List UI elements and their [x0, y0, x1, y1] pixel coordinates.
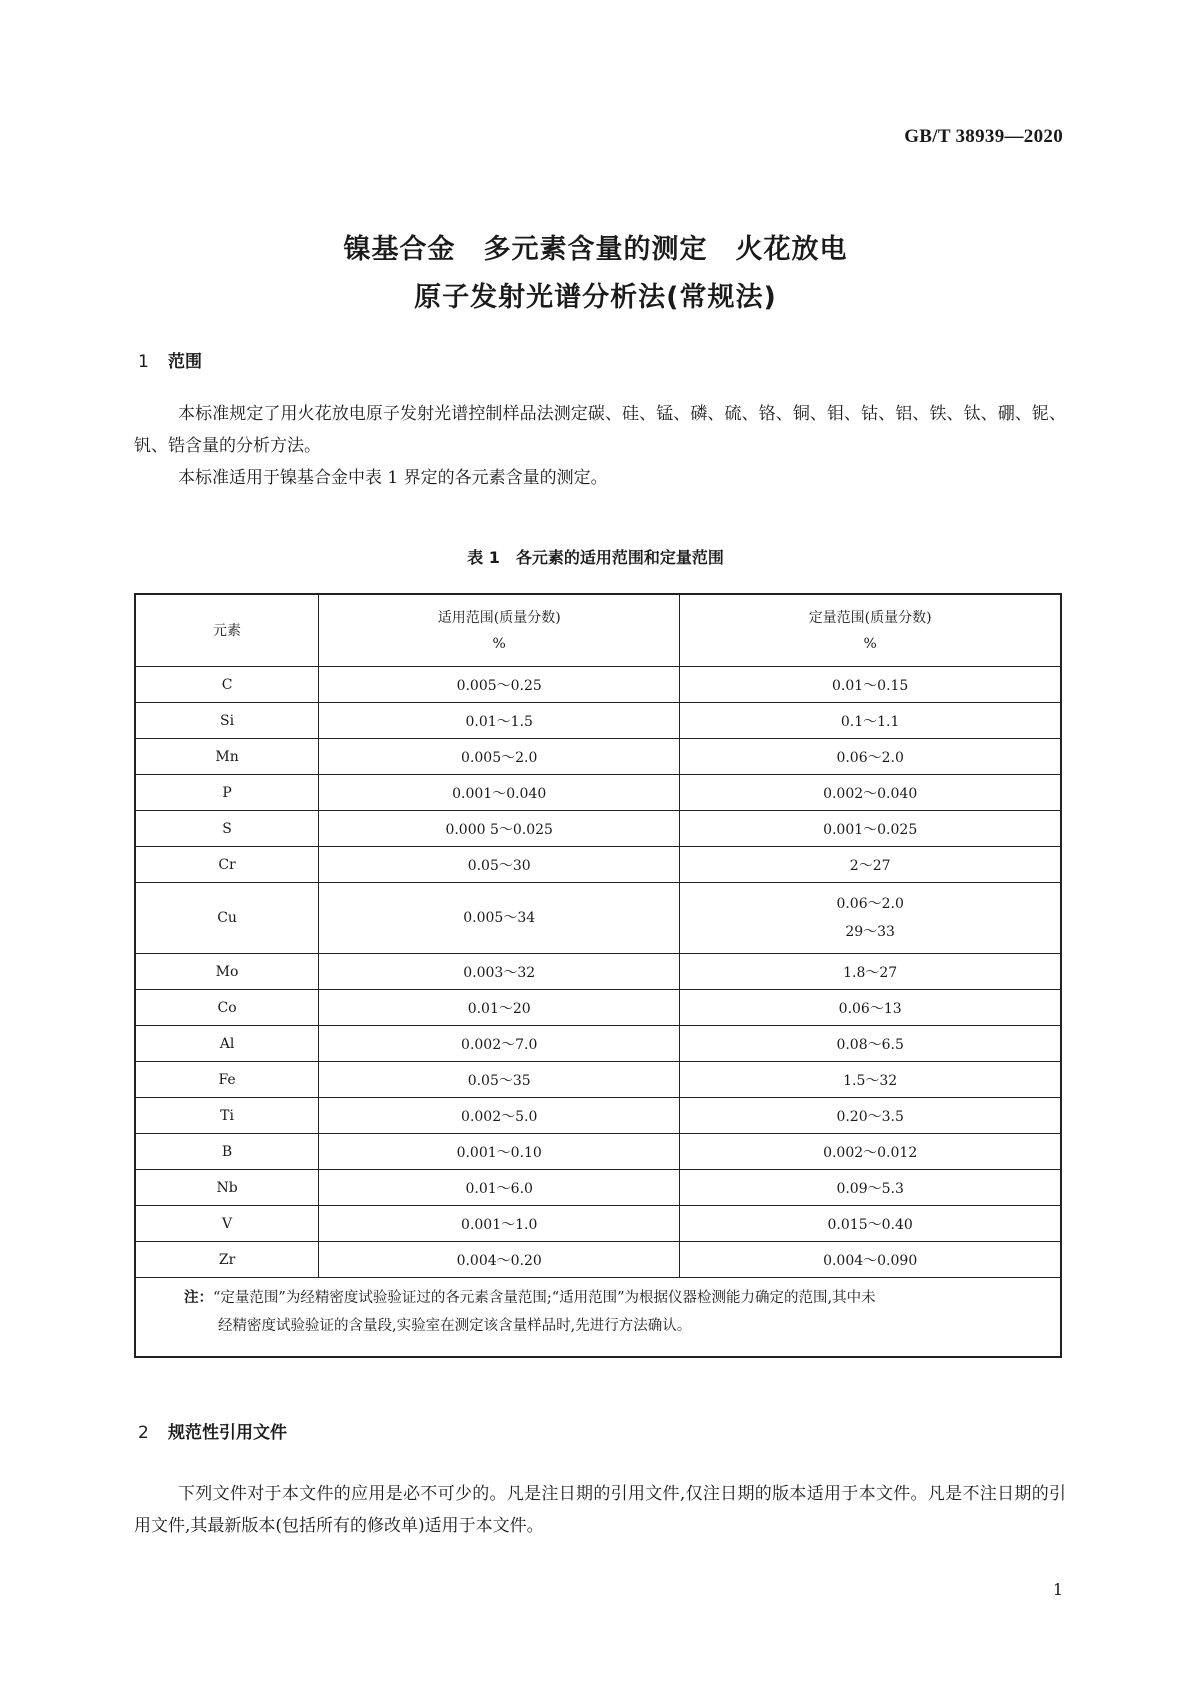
cell-applicable: 0.01～20 — [319, 990, 680, 1026]
section-2-paragraph-1: 下列文件对于本文件的应用是必不可少的。凡是注日期的引用文件,仅注日期的版本适用于本文件。凡是不注日期的引用文件,其最新版本(包括所有的修改单)适用于本文件。 — [134, 1484, 1066, 1536]
cell-element: Mn — [135, 739, 319, 775]
section-1-heading — [138, 347, 202, 372]
cell-applicable: 0.005～2.0 — [319, 739, 680, 775]
table-row — [135, 990, 1061, 1026]
cell-quantitative: 0.06～2.0 — [680, 739, 1061, 775]
cell-element: Cr — [135, 847, 319, 883]
cell-quantitative: 0.1～1.1 — [680, 703, 1061, 739]
section-2-number: 2 — [138, 1423, 149, 1443]
cell-applicable: 0.001～0.040 — [319, 775, 680, 811]
cell-applicable: 0.001～0.10 — [319, 1134, 680, 1170]
table-row — [135, 954, 1061, 990]
note-label: 注： — [184, 1290, 213, 1306]
title-line-1: 镍基合金 多元素含量的测定 火花放电 — [343, 234, 848, 265]
table-row — [135, 667, 1061, 703]
cell-quantitative: 0.20～3.5 — [680, 1098, 1061, 1134]
table-row — [135, 1134, 1061, 1170]
table-row — [135, 703, 1061, 739]
cell-quantitative: 0.015～0.40 — [680, 1206, 1061, 1242]
header-quantitative-range — [680, 594, 1061, 667]
cell-applicable: 0.003～32 — [319, 954, 680, 990]
cell-applicable: 0.05～35 — [319, 1062, 680, 1098]
table-row — [135, 1098, 1061, 1134]
cell-quantitative: 1.8～27 — [680, 954, 1061, 990]
cell-applicable: 0.002～7.0 — [319, 1026, 680, 1062]
header-applicable-label: 适用范围(质量分数) — [437, 609, 561, 626]
cell-quantitative: 0.002～0.040 — [680, 775, 1061, 811]
cell-applicable: 0.01～1.5 — [319, 703, 680, 739]
table-row — [135, 883, 1061, 954]
cell-quantitative: 0.08～6.5 — [680, 1026, 1061, 1062]
cell-element: V — [135, 1206, 319, 1242]
section-2-heading — [138, 1418, 287, 1443]
cell-quantitative: 0.002～0.012 — [680, 1134, 1061, 1170]
table-row — [135, 1170, 1061, 1206]
table-row — [135, 1026, 1061, 1062]
cell-element: C — [135, 667, 319, 703]
cell-applicable: 0.005～34 — [319, 883, 680, 954]
document-title — [0, 226, 1191, 322]
cell-quantitative-line-1: 0.06～2.0 — [836, 896, 904, 912]
cell-applicable: 0.005～0.25 — [319, 667, 680, 703]
table-row — [135, 1062, 1061, 1098]
title-line-2: 原子发射光谱分析法(常规法) — [414, 282, 777, 313]
table-row — [135, 1206, 1061, 1242]
cell-applicable: 0.001～1.0 — [319, 1206, 680, 1242]
cell-element: Cu — [135, 883, 319, 954]
header-quantitative-label: 定量范围(质量分数) — [808, 609, 932, 626]
table-row — [135, 847, 1061, 883]
cell-applicable: 0.004～0.20 — [319, 1242, 680, 1278]
note-line-1: “定量范围”为经精密度试验验证过的各元素含量范围;“适用范围”为根据仪器检测能力确定的范围,其中未 — [213, 1290, 876, 1306]
cell-quantitative: 0.01～0.15 — [680, 667, 1061, 703]
section-1-paragraph-2: 本标准适用于镍基合金中表 1 界定的各元素含量的测定。 — [178, 468, 608, 488]
cell-applicable: 0.01～6.0 — [319, 1170, 680, 1206]
cell-quantitative: 0.06～13 — [680, 990, 1061, 1026]
note-line-2: 经精密度试验验证的含量段,实验室在测定该含量样品时,先进行方法确认。 — [218, 1318, 692, 1334]
cell-quantitative: 0.09～5.3 — [680, 1170, 1061, 1206]
section-1-title: 范围 — [168, 352, 202, 372]
header-quantitative-unit: % — [863, 635, 877, 652]
header-applicable-unit: % — [492, 635, 506, 652]
section-1-number: 1 — [138, 352, 149, 372]
table-row — [135, 811, 1061, 847]
section-2-title: 规范性引用文件 — [168, 1423, 287, 1443]
standard-code: GB/T 38939—2020 — [904, 126, 1063, 147]
table-row — [135, 775, 1061, 811]
cell-applicable: 0.05～30 — [319, 847, 680, 883]
cell-quantitative: 1.5～32 — [680, 1062, 1061, 1098]
table-note — [135, 1278, 1061, 1358]
cell-element: Zr — [135, 1242, 319, 1278]
cell-element: P — [135, 775, 319, 811]
cell-element: Ti — [135, 1098, 319, 1134]
cell-element: Al — [135, 1026, 319, 1062]
cell-element: Mo — [135, 954, 319, 990]
table-1-caption: 表 1 各元素的适用范围和定量范围 — [467, 548, 724, 567]
cell-quantitative-line-2: 29～33 — [845, 924, 895, 940]
cell-quantitative: 0.004～0.090 — [680, 1242, 1061, 1278]
table-header-row — [135, 594, 1061, 667]
cell-element: Si — [135, 703, 319, 739]
table-row — [135, 1242, 1061, 1278]
cell-applicable: 0.002～5.0 — [319, 1098, 680, 1134]
element-range-table — [134, 593, 1062, 1358]
section-1-paragraph-1: 本标准规定了用火花放电原子发射光谱控制样品法测定碳、硅、锰、磷、硫、铬、铜、钼、钴、铝、铁、钛、硼、铌、钒、锆含量的分析方法。 — [134, 404, 1066, 456]
table-row — [135, 739, 1061, 775]
cell-quantitative — [680, 883, 1061, 954]
cell-element: S — [135, 811, 319, 847]
table-note-row — [135, 1278, 1061, 1358]
cell-quantitative: 2～27 — [680, 847, 1061, 883]
cell-element: Co — [135, 990, 319, 1026]
header-applicable-range — [319, 594, 680, 667]
cell-element: Nb — [135, 1170, 319, 1206]
cell-element: B — [135, 1134, 319, 1170]
cell-applicable: 0.000 5～0.025 — [319, 811, 680, 847]
page-number: 1 — [1052, 1580, 1063, 1599]
header-element: 元素 — [135, 594, 319, 667]
cell-element: Fe — [135, 1062, 319, 1098]
cell-quantitative: 0.001～0.025 — [680, 811, 1061, 847]
